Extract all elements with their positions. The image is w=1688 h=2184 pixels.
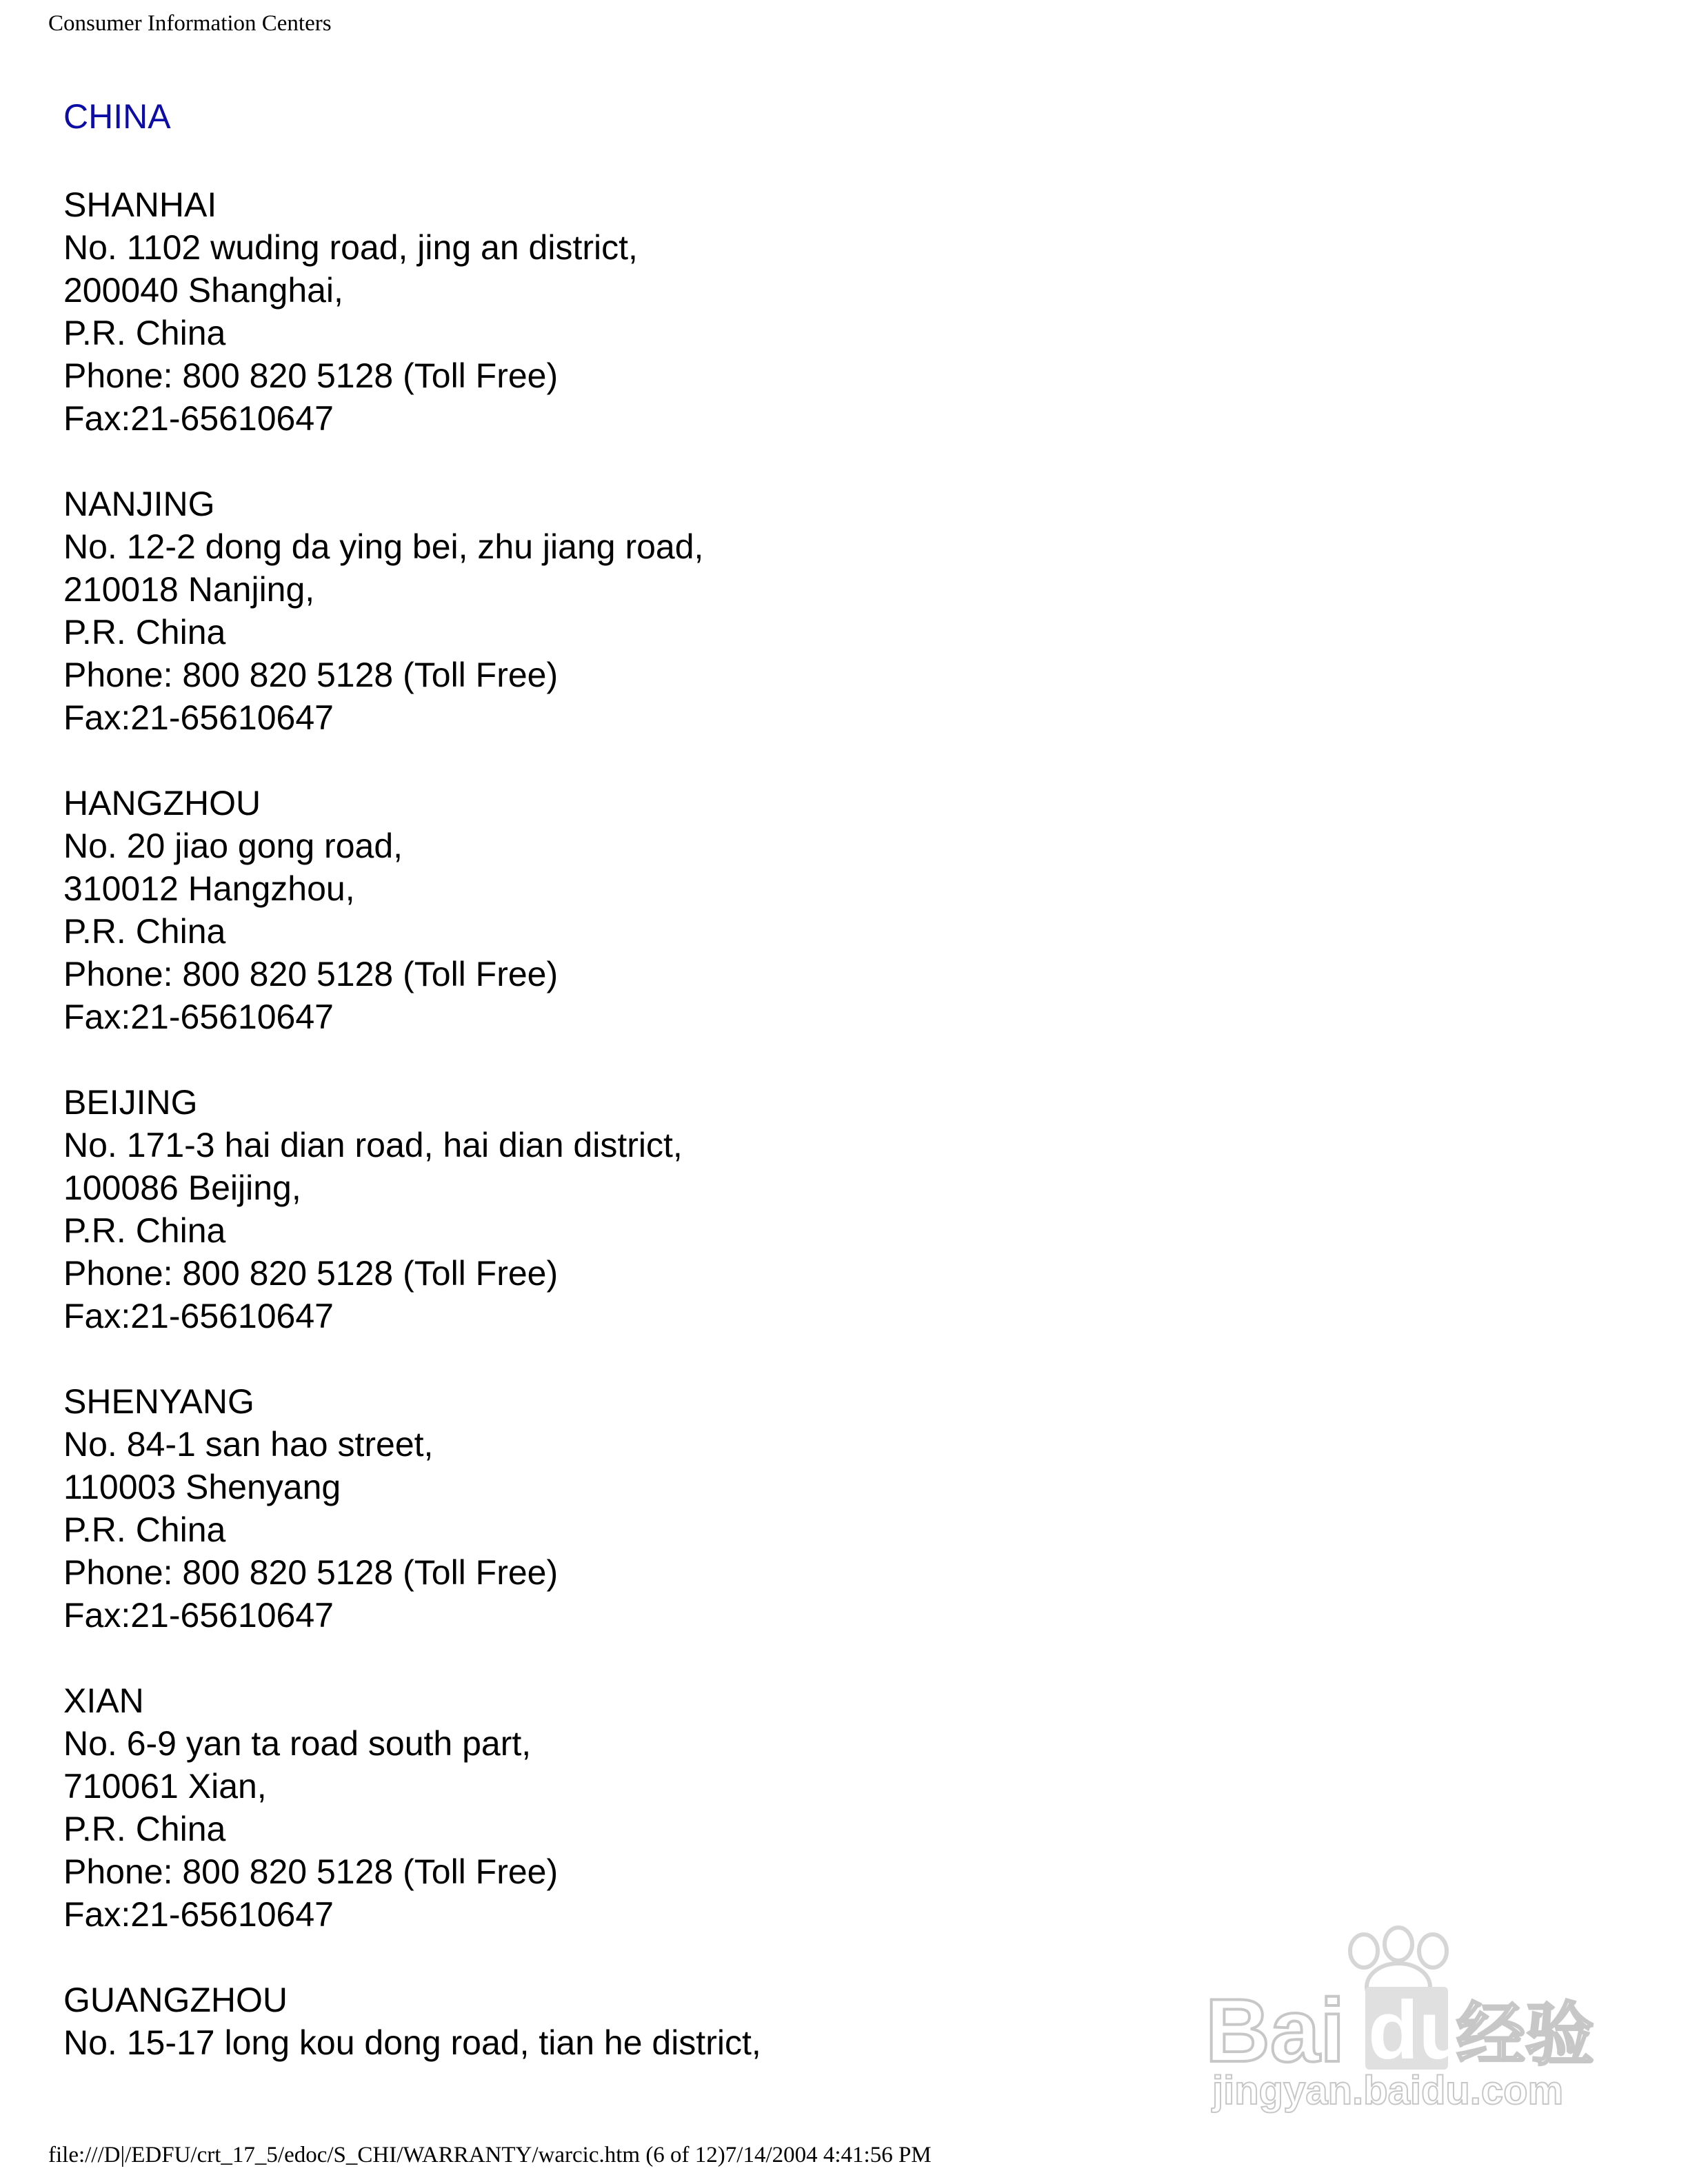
center-fax: Fax:21-65610647 — [63, 1297, 334, 1335]
center-address-line1: No. 20 jiao gong road, — [63, 827, 403, 865]
page-header-title: Consumer Information Centers — [48, 11, 332, 36]
center-address-line2: 200040 Shanghai, — [63, 271, 343, 310]
center-city: GUANGZHOU — [63, 1981, 288, 2019]
center-city: XIAN — [63, 1681, 144, 1720]
svg-text:Bai: Bai — [1205, 1980, 1345, 2081]
center-phone: Phone: 800 820 5128 (Toll Free) — [63, 1553, 559, 1592]
center-address-line1: No. 15-17 long kou dong road, tian he district, — [63, 2023, 761, 2062]
center-city: SHANHAI — [63, 185, 217, 224]
center-country: P.R. China — [63, 613, 226, 651]
center-country: P.R. China — [63, 1810, 226, 1848]
baidu-watermark — [1192, 1923, 1605, 2116]
center-city: HANGZHOU — [63, 784, 261, 822]
center-address-line1: No. 12-2 dong da ying bei, zhu jiang road, — [63, 527, 704, 566]
center-phone: Phone: 800 820 5128 (Toll Free) — [63, 356, 559, 395]
svg-text:经验: 经验 — [1456, 1994, 1594, 2075]
center-fax: Fax:21-65610647 — [63, 998, 334, 1036]
center-fax: Fax:21-65610647 — [63, 698, 334, 737]
center-fax: Fax:21-65610647 — [63, 1596, 334, 1635]
center-address-line1: No. 1102 wuding road, jing an district, — [63, 228, 638, 267]
svg-text:du: du — [1368, 1984, 1469, 2076]
consumer-centers-list — [63, 183, 1580, 2107]
center-phone: Phone: 800 820 5128 (Toll Free) — [63, 656, 559, 694]
center-address-line2: 710061 Xian, — [63, 1767, 267, 1806]
center-city: BEIJING — [63, 1083, 198, 1122]
center-country: P.R. China — [63, 314, 226, 352]
center-fax: Fax:21-65610647 — [63, 399, 334, 438]
center-address-line2: 310012 Hangzhou, — [63, 869, 355, 908]
center-phone: Phone: 800 820 5128 (Toll Free) — [63, 955, 559, 993]
center-phone: Phone: 800 820 5128 (Toll Free) — [63, 1852, 559, 1891]
svg-text:jingyan.baidu.com: jingyan.baidu.com — [1212, 2068, 1564, 2113]
center-address-line2: 110003 Shenyang — [63, 1468, 341, 1506]
center-nanjing — [63, 483, 1580, 739]
page-footer-path: file:///D|/EDFU/crt_17_5/edoc/S_CHI/WARRANTY/warcic.htm (6 of 12)7/14/2004 4:41:56 PM — [48, 2143, 932, 2167]
paw-icon — [1192, 1923, 1605, 2116]
center-country: P.R. China — [63, 1211, 226, 1250]
country-heading: CHINA — [63, 97, 171, 136]
center-address-line2: 100086 Beijing, — [63, 1169, 301, 1207]
center-address-line1: No. 84-1 san hao street, — [63, 1425, 434, 1464]
center-country: P.R. China — [63, 1510, 226, 1549]
center-hangzhou — [63, 782, 1580, 1038]
center-address-line1: No. 6-9 yan ta road south part, — [63, 1724, 532, 1763]
center-city: SHENYANG — [63, 1382, 254, 1421]
center-address-line2: 210018 Nanjing, — [63, 570, 315, 609]
center-phone: Phone: 800 820 5128 (Toll Free) — [63, 1254, 559, 1293]
center-shenyang — [63, 1380, 1580, 1637]
center-xian — [63, 1679, 1580, 1936]
center-fax: Fax:21-65610647 — [63, 1895, 334, 1934]
center-shanhai — [63, 183, 1580, 440]
center-city: NANJING — [63, 485, 215, 523]
center-beijing — [63, 1081, 1580, 1337]
center-address-line1: No. 171-3 hai dian road, hai dian district, — [63, 1126, 683, 1164]
center-country: P.R. China — [63, 912, 226, 951]
